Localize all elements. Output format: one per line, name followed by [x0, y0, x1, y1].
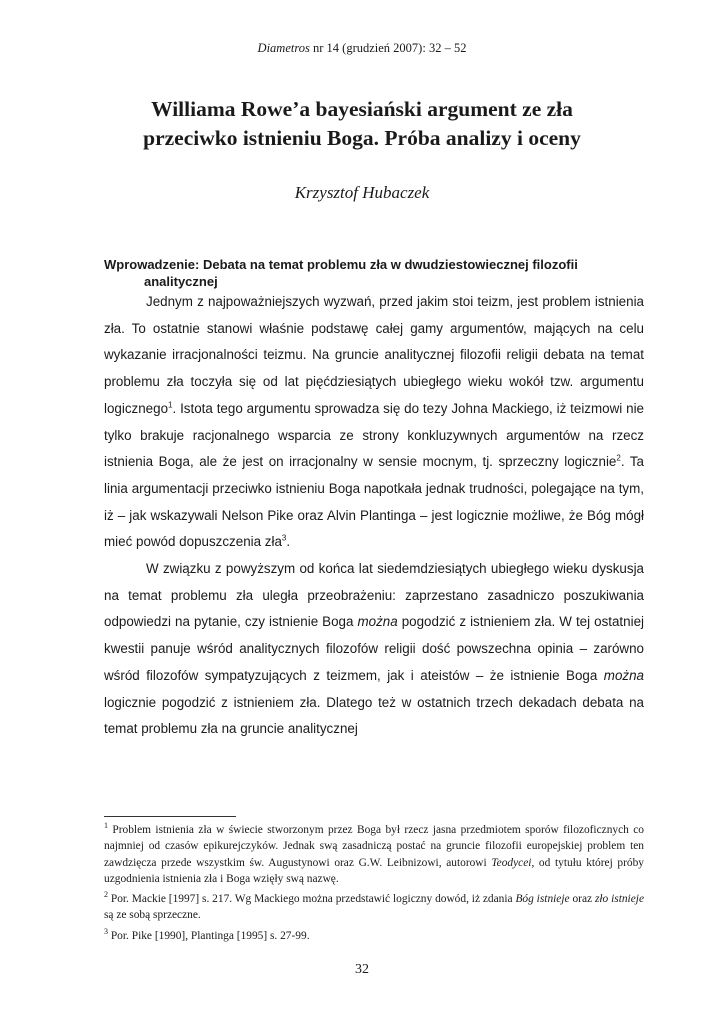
title-line-2: przeciwko istnieniu Boga. Próba analizy i oceny	[143, 126, 581, 150]
article-title	[80, 95, 644, 153]
footnote-ref-1[interactable]: 1	[168, 400, 173, 410]
emphasis: można	[357, 614, 398, 630]
emphasis: można	[603, 667, 644, 683]
issue-info: nr 14 (grudzień 2007): 32 – 52	[313, 41, 467, 55]
footnotes	[104, 822, 644, 948]
footnote-3: $^3$ Por. Pike [1990], Plantinga [1995] s. 27-99.	[104, 926, 310, 942]
footnote-2: $^2$ Por. Mackie [1997] s. 217. Wg Mackiego można przedstawić logiczny dowód, iż zdania Bóg istnieje oraz zło istnieje są ze sobą sprzeczne.	[104, 890, 644, 922]
author-name: Krzysztof Hubaczek	[294, 183, 430, 202]
body-text	[104, 289, 644, 743]
section-heading: Wprowadzenie: Debata na temat problemu zła w dwudziestowiecznej filozofii analitycznej	[104, 257, 578, 289]
footnote-ref-2[interactable]: 2	[616, 453, 621, 463]
journal-name: Diametros	[257, 41, 310, 55]
paragraph-1: Jednym z najpoważniejszych wyzwań, przed jakim stoi teizm, jest problem istnienia zła. To ostatnie stanowi właśnie podstawę całej gamy argumentów, mających na celu wykazanie irracjonalności teizmu. Na gruncie analitycznej filozofii religii debata na temat problemu zła toczyła się od lat pięćdziesiątych ubiegłego wieku wokół tzw. argumentu logicznego$^1$. Istota tego argumentu sprowadza się do tezy Johna Mackiego, iż teizmowi nie tylko brakuje racjonalnego wsparcia ze strony konkluzywnych argumentów na rzecz istnienia Boga, ale że jest on irracjonalny w sensie mocnym, tj. sprzeczny logicznie$^2$. Ta linia argumentacji przeciwko istnieniu Boga napotkała jednak trudności, polegające na tym, iż – jak wskazywali Nelson Pike oraz Alvin Plantinga – jest logicznie możliwe, że Bóg mógł mieć powód dopuszczenia zła$^3$.	[104, 294, 644, 550]
footnote-ref-3[interactable]: 3	[281, 533, 287, 543]
running-header	[0, 41, 724, 56]
title-line-1: Williama Rowe’a bayesiański argument ze zła	[151, 97, 573, 121]
page-number: 32	[355, 962, 369, 977]
footnote-1: $^1$ Problem istnienia zła w świecie stworzonym przez Boga był rzecz jasna przedmiotem sporów filozoficznych co najmniej od czasów epikurejczyków. Jednak swą zasadniczą postać na gruncie filozofii europejskiej problem ten zawdzięcza przede wszystkim św. Augustynowi oraz G.W. Leibnizowi, autorowi Teodycei, od tytułu której próby uzgodnienia istnienia zła i Boga wzięły swą nazwę.	[104, 821, 644, 885]
paragraph-2: W związku z powyższym od końca lat siedemdziesiątych ubiegłego wieku dyskusja na temat problemu zła uległa przeobrażeniu: zaprzestano zasadniczo poszukiwania odpowiedzi na pytanie, czy istnienie Boga można pogodzić z istnieniem zła. W tej ostatniej kwestii panuje wśród analitycznych filozofów religii dość powszechna opinia – zarówno wśród filozofów sympatyzujących z teizmem, jak i ateistów – że istnienie Boga można logicznie pogodzić z istnieniem zła. Dlatego też w ostatnich trzech dekadach debata na temat problemu zła na gruncie analitycznej	[104, 561, 644, 737]
footnote-separator	[104, 816, 236, 817]
